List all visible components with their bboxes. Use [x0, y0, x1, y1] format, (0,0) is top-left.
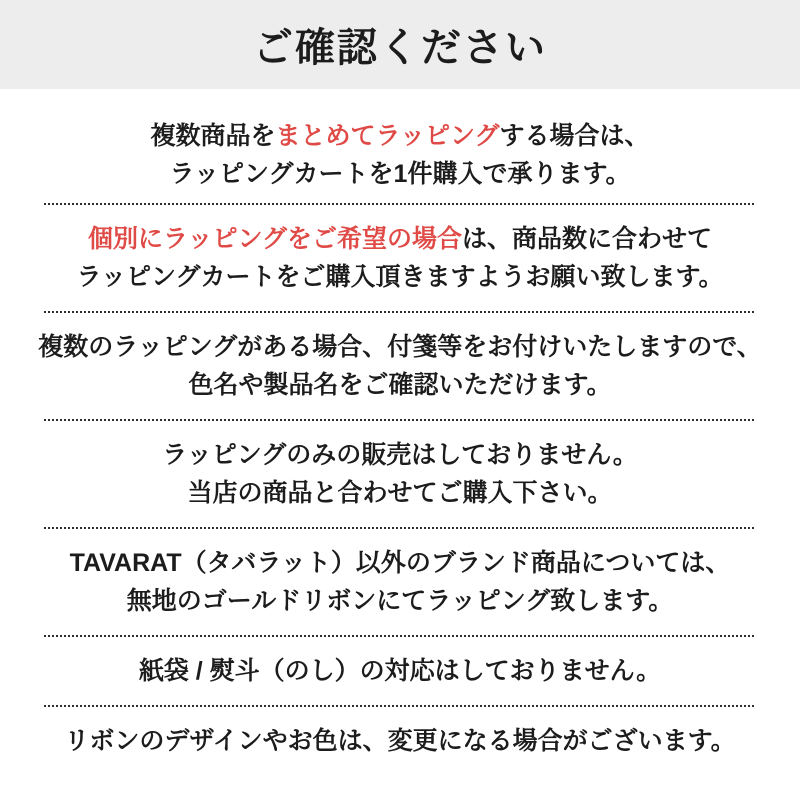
highlighted-text: まとめてラッピング: [275, 122, 500, 150]
notice-line: 紙袋 / 熨斗（のし）の対応はしておりません。: [138, 657, 662, 685]
notice-text: 複数商品を: [150, 122, 276, 150]
notice-no-wrapping-only-sale: [0, 421, 800, 527]
notice-line: ラッピングカートを1件購入で承ります。: [169, 160, 631, 188]
notice-line: 複数のラッピングがある場合、付箋等をお付けいたしますので、: [38, 333, 762, 361]
notice-line: TAVARAT（タバラット）以外のブランド商品については、: [69, 549, 731, 577]
notice-line: [10, 220, 790, 258]
notice-no-paper-bag-noshi: [0, 637, 800, 705]
notice-line: ラッピングカートをご購入頂きますようお願い致します。: [76, 263, 724, 291]
notice-line: 無地のゴールドリボンにてラッピング致します。: [126, 587, 674, 615]
notice-line: ラッピングのみの販売はしておりません。: [162, 441, 638, 469]
notice-ribbon-design-change: [0, 707, 800, 775]
notice-line: 当店の商品と合わせてご購入下さい。: [187, 479, 613, 507]
notice-combined-wrapping: [0, 89, 800, 203]
highlighted-text: 個別にラッピングをご希望の場合: [87, 225, 462, 253]
notice-line: リボンのデザインやお色は、変更になる場合がございます。: [64, 727, 736, 755]
notice-individual-wrapping: [0, 205, 800, 311]
page-title: ご確認ください: [253, 26, 547, 70]
notice-line: [10, 117, 790, 155]
notice-other-brand-gold-ribbon: [0, 529, 800, 635]
notice-line: 色名や製品名をご確認いただけます。: [188, 371, 612, 399]
notice-text: する場合は、: [499, 122, 650, 150]
page-header: [0, 0, 800, 89]
notice-text: は、商品数に合わせて: [462, 225, 713, 253]
notice-sticky-note-labels: [0, 313, 800, 419]
